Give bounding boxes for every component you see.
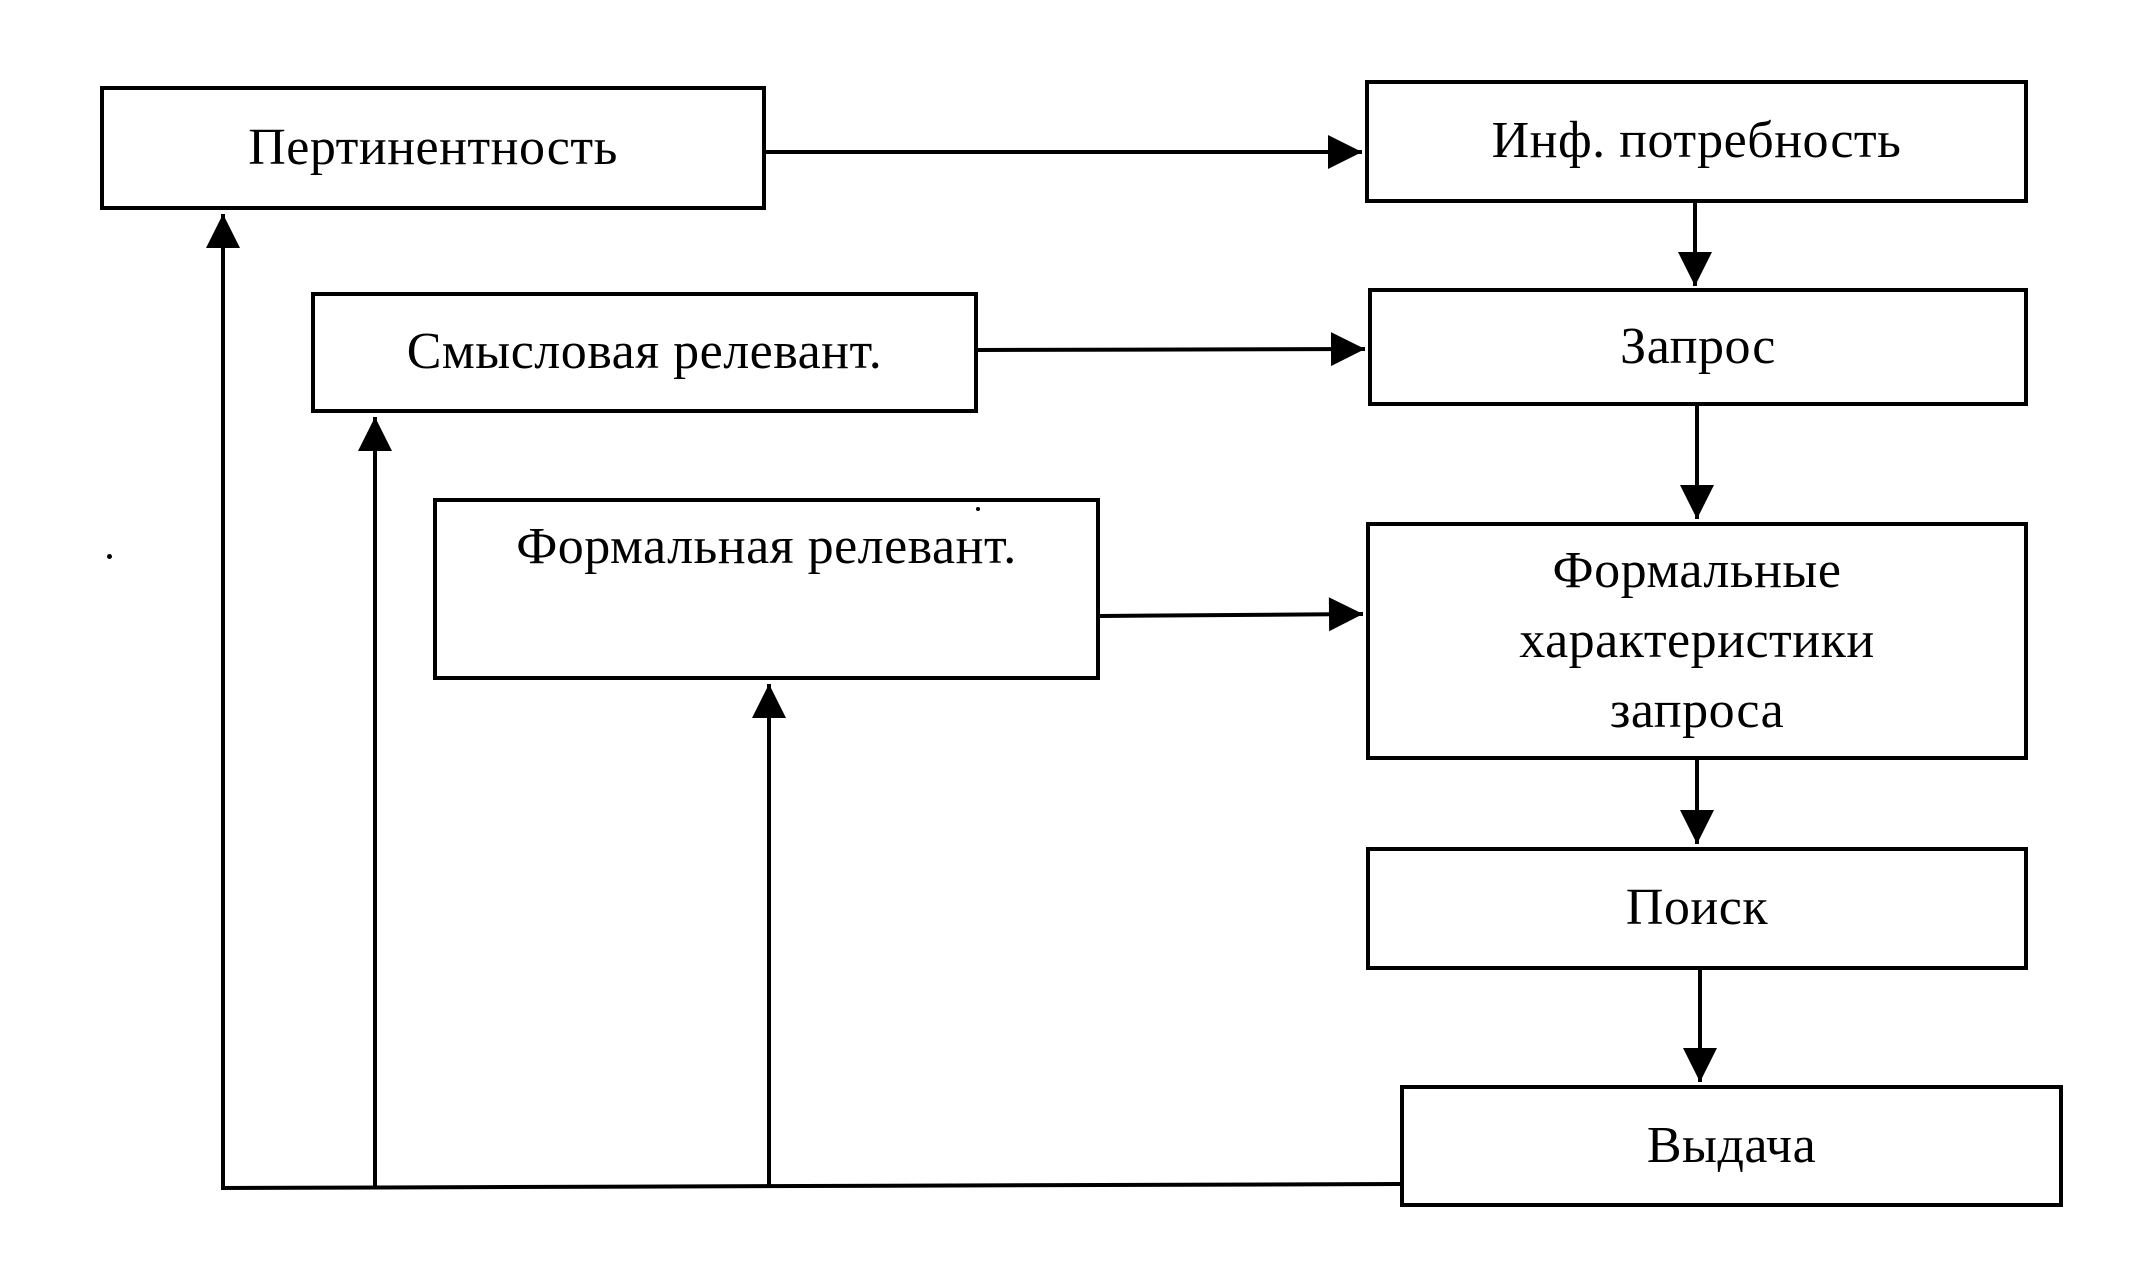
scan-speckle — [976, 507, 980, 511]
node-pertinentnost-label: Пертинентность — [248, 118, 618, 176]
node-vydacha-label: Выдача — [1646, 1116, 1817, 1174]
edge-formalnaya-relevant-to-formalnye-kharakteristiki — [1100, 614, 1363, 616]
edge-smyslovaya-relevant-to-zapros — [978, 349, 1365, 350]
node-formalnye-kharakteristiki-zaprosa — [1366, 522, 2028, 760]
node-smyslovaya-relevant-label: Смысловая релевант. — [406, 323, 883, 381]
node-formalnaya-relevant — [433, 498, 1100, 680]
node-pertinentnost — [100, 86, 766, 210]
node-formalnaya-relevant-label: Формальная релевант. — [516, 518, 1017, 575]
node-zapros — [1368, 288, 2028, 406]
node-poisk — [1366, 847, 2028, 970]
node-zapros-label: Запрос — [1620, 317, 1776, 375]
node-inf-potrebnost — [1365, 80, 2028, 203]
node-poisk-label: Поиск — [1625, 879, 1769, 937]
node-smyslovaya-relevant — [311, 292, 978, 413]
node-vydacha — [1400, 1085, 2063, 1207]
node-inf-potrebnost-label: Инф. потребность — [1491, 112, 1902, 170]
node-formalnye-kharakteristiki-zaprosa-label: Формальные характеристики запроса — [1519, 541, 1875, 740]
scan-speckle — [107, 554, 112, 559]
